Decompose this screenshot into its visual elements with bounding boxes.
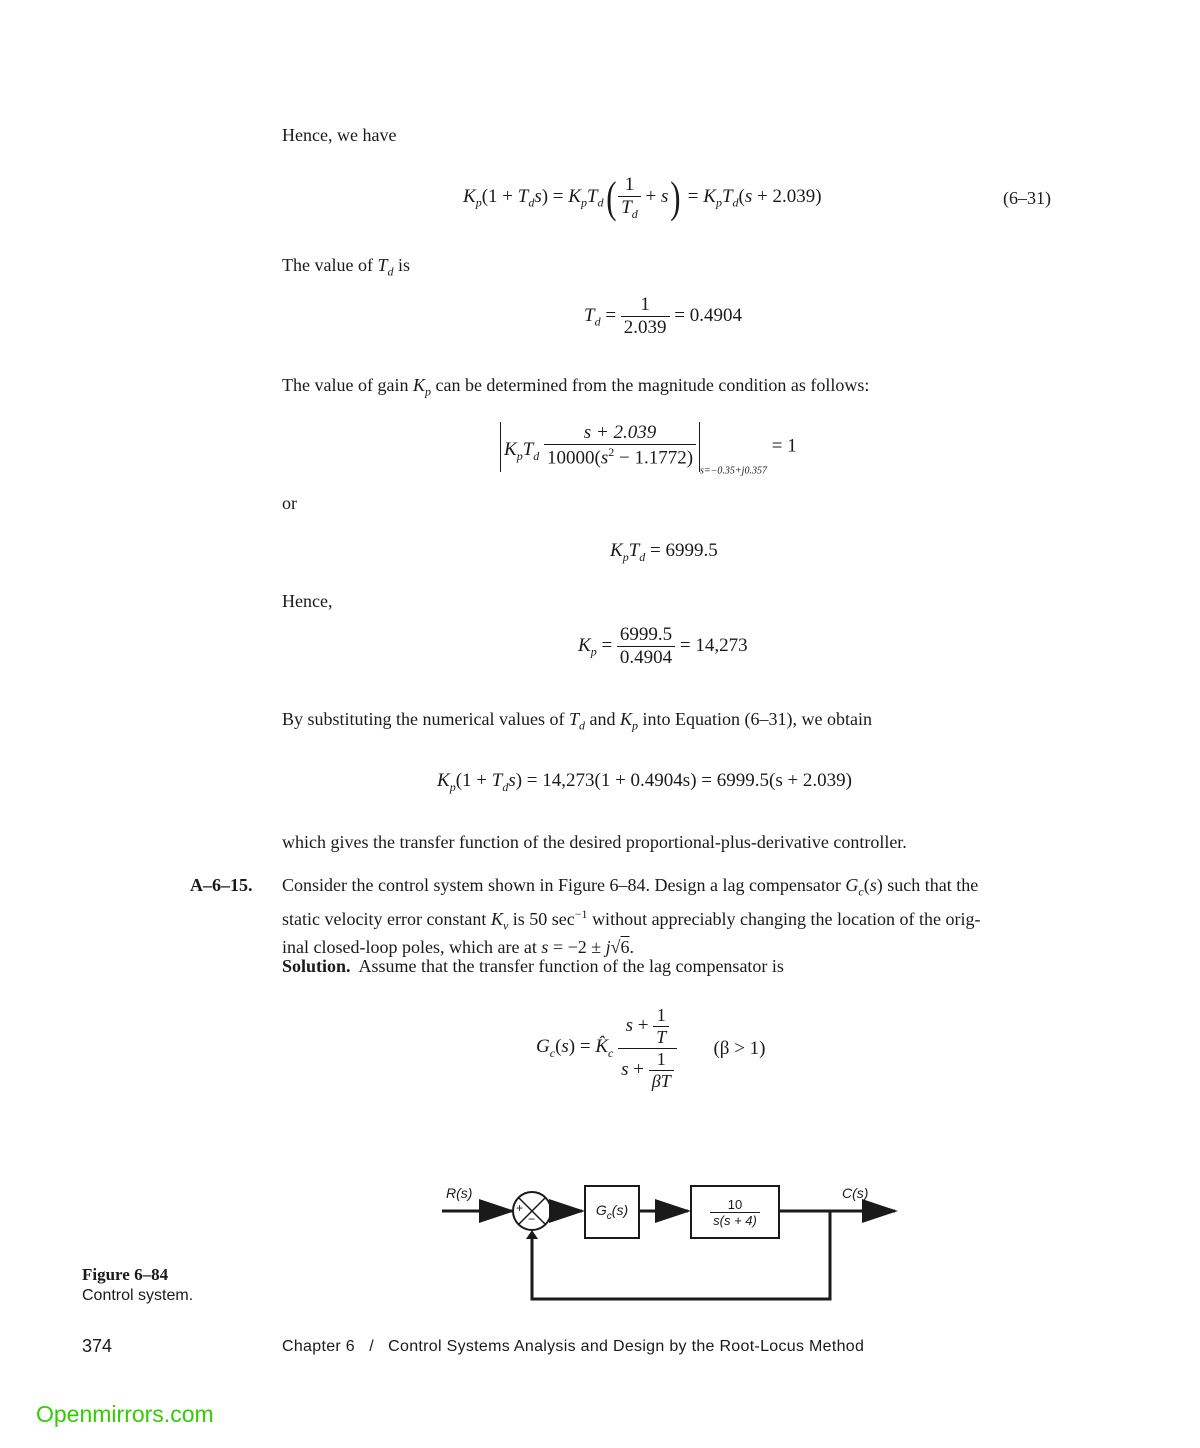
input-label: R(s) xyxy=(446,1185,473,1201)
plus-sign: + xyxy=(516,1201,524,1215)
page-number: 374 xyxy=(82,1336,113,1356)
text-which-gives: which gives the transfer function of the desired proportional-plus-derivative controller. xyxy=(282,832,907,852)
equation-lag-compensator: $G_c(s)$ = $K̂_c$ s + $\frac{1}{T}$ s + $\frac{1}{\beta T}$ (β > 1) xyxy=(536,1005,766,1091)
feedback-path xyxy=(532,1211,830,1299)
figure-caption-title: Figure 6–84 xyxy=(82,1265,169,1284)
equation-kptd: $K_pT_d = 6999.5$ xyxy=(610,540,718,564)
equation-full-controller: $K_p(1 + T_ds) = 14,273(1 + 0.4904s) = 6999.5(s + 2.039)$ xyxy=(437,770,853,794)
text-substituting: By substituting the numerical values of $T_d$ and $K_p$ into Equation (6–31), we obtain xyxy=(282,709,872,733)
text-hence-we-have: Hence, we have xyxy=(282,125,397,145)
solution-line: Solution. Assume that the transfer function of the lag compensator is xyxy=(282,956,784,976)
text-or: or xyxy=(282,493,297,513)
minus-sign: − xyxy=(528,1212,536,1226)
watermark: Openmirrors.com xyxy=(36,1401,214,1427)
figure-caption-text: Control system. xyxy=(82,1287,194,1304)
equation-magnitude-condition: $K_pT_d$ $\frac{s + 2.039}{10000(s^2 - 1.1772)}$ $_{s=-0.35+j0.357}$ = 1 xyxy=(500,422,797,476)
block-diagram xyxy=(430,1175,910,1310)
text-value-of-td: The value of $T_d$ is xyxy=(282,255,410,279)
running-footer: Chapter 6 / Control Systems Analysis and Design by the Root-Locus Method xyxy=(282,1338,865,1355)
equation-6-31: $K_p(1 + T_ds) = K_pT_d$( $\frac{1}{T_d}$ + $s) = K_pT_d(s + 2.039)$ xyxy=(463,173,822,222)
plant-block: $\frac{10}{s(s + 4)}$ xyxy=(690,1185,780,1239)
equation-td: $T_d$ = $\frac{1}{2.039}$ = 0.4904 xyxy=(584,294,743,338)
output-label: C(s) xyxy=(842,1185,869,1201)
controller-block: $G_c(s)$ xyxy=(584,1185,640,1239)
problem-label: A–6–15. xyxy=(190,875,253,895)
equation-number: (6–31) xyxy=(1003,188,1051,208)
problem-statement: Consider the control system shown in Figure 6–84. Design a lag compensator $G_c(s)$ such that the static velocity error constant $K_v$ is 50 $\sec^{-1}$ without appreciably changing the location of the orig- inal closed-loop poles, which are at s = −2 ± j√6. xyxy=(282,875,981,958)
text-value-of-gain: The value of gain $K_p$ can be determined from the magnitude condition as follows: xyxy=(282,375,870,399)
text-hence: Hence, xyxy=(282,591,333,611)
equation-kp: $K_p$ = $\frac{6999.5}{0.4904}$ = 14,273 xyxy=(578,624,748,668)
